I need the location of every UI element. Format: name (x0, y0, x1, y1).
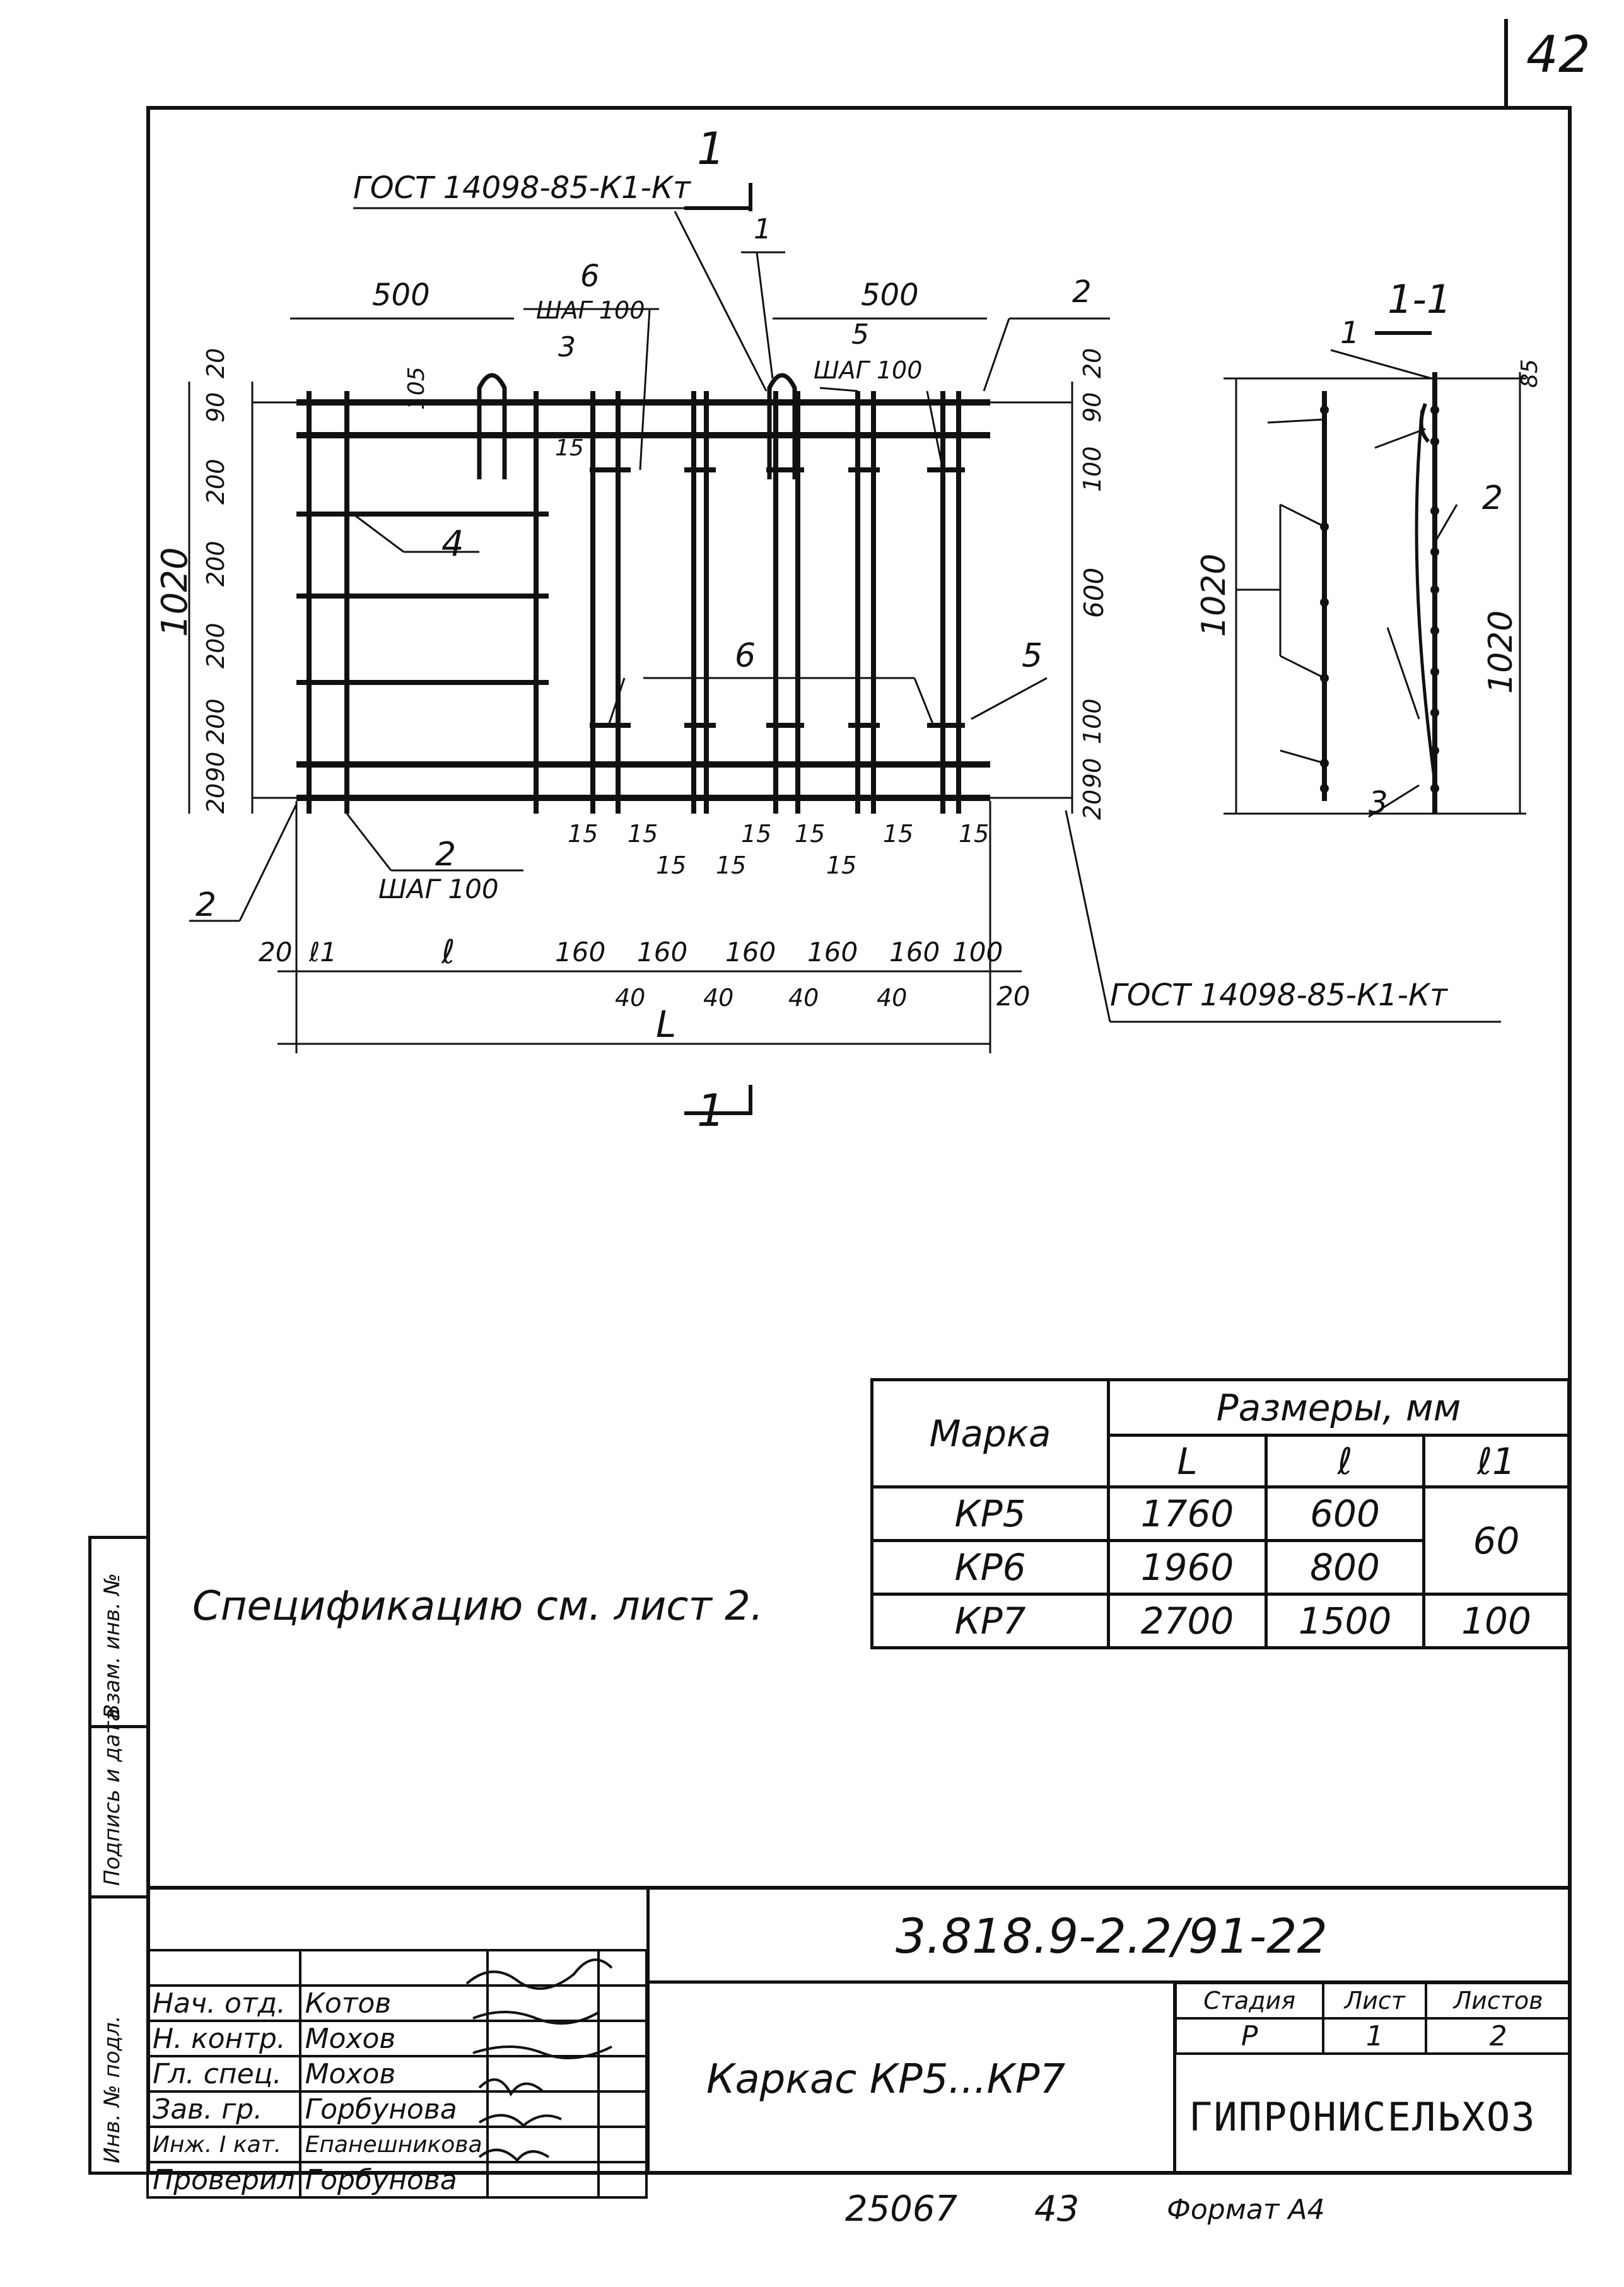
cell-l1: 100 (1424, 1594, 1569, 1648)
dim: 200 (202, 623, 230, 669)
dim: 40 (615, 984, 646, 1012)
side-stamp-divider (88, 1895, 146, 1898)
name: Котов (300, 1986, 488, 2021)
pos-mark: 5 (1022, 637, 1043, 675)
dim: 90 (1078, 392, 1106, 423)
dim: 100 (952, 937, 1003, 968)
dim: 160 (889, 937, 940, 968)
role: Инж. I кат. (148, 2127, 300, 2162)
pos-mark: 2 (1072, 274, 1092, 310)
cell-l: 800 (1266, 1541, 1424, 1594)
step-label: ШАГ 100 (814, 356, 923, 384)
dim: 160 (725, 937, 776, 968)
dim: 100 (1078, 446, 1106, 492)
section-mark-bottom: 1 (697, 1085, 725, 1137)
dim: 100 (1078, 698, 1106, 744)
role: Гл. спец. (148, 2056, 300, 2091)
role: Нач. отд. (148, 1986, 300, 2021)
dim: 20 (259, 937, 293, 968)
section-85: 85 (1517, 359, 1543, 388)
dim-overall: L (656, 1003, 677, 1046)
dim: 15 (656, 851, 687, 879)
dim: ℓ (441, 933, 455, 971)
cell-l1-merged: 60 (1424, 1487, 1569, 1594)
pos-mark: 3 (558, 331, 576, 363)
dim-top-left: 500 (372, 278, 430, 313)
sheets-value: 2 (1426, 2018, 1570, 2054)
dim: 20 (202, 348, 230, 378)
cell-mark: КР7 (872, 1594, 1109, 1648)
dim-105: 105 (404, 366, 429, 410)
col-sizes-header: Размеры, мм (1109, 1380, 1569, 1436)
dim-15: 15 (555, 435, 584, 461)
dim: 15 (883, 820, 914, 848)
sub-header-L: L (1109, 1436, 1266, 1487)
dim: 160 (807, 937, 858, 968)
table-row (872, 1594, 1569, 1648)
dim: ℓ1 (309, 937, 337, 968)
organization: ГИПРОНИСЕЛЬХОЗ (1189, 2094, 1536, 2140)
side-stamp-inv: Инв. № подл. (100, 2015, 125, 2163)
dim: 15 (795, 820, 826, 848)
section-mark-top: 1 (697, 123, 725, 175)
dim: 90 (1078, 757, 1106, 788)
dim: 20 (1078, 348, 1106, 378)
dim: 90 (202, 751, 230, 782)
section-pos-1: 1 (1340, 315, 1360, 351)
cell-L: 1760 (1109, 1487, 1266, 1541)
stage-table (1174, 1982, 1572, 2055)
dim: 20 (202, 783, 230, 814)
dim: 90 (202, 392, 230, 423)
right-dims (1078, 341, 1123, 820)
page-number: 42 (1526, 25, 1591, 84)
dim: 15 (826, 851, 857, 879)
dim: 40 (788, 984, 819, 1012)
dim: 15 (741, 820, 772, 848)
pos-mark: 4 (441, 523, 464, 564)
footer-copy: 43 (1034, 2189, 1080, 2230)
role: Зав. гр. (148, 2091, 300, 2127)
cell-l: 1500 (1266, 1594, 1424, 1648)
name: Мохов (300, 2056, 488, 2091)
name: Мохов (300, 2021, 488, 2056)
footer-format: Формат А4 (1167, 2194, 1325, 2226)
section-pos-mark: 2 (1482, 479, 1504, 517)
doc-code: 3.818.9-2.2/91-22 (896, 1908, 1328, 1964)
dim: 15 (959, 820, 990, 848)
left-total-dim: 1020 (155, 547, 196, 637)
side-stamp-replace: Взам. инв. № (100, 1573, 125, 1719)
name: Епанешникова (300, 2127, 488, 2162)
dim: 20 (996, 981, 1031, 1012)
gost-label-top: ГОСТ 14098-85-К1-Кт (353, 170, 691, 206)
dim: 40 (877, 984, 908, 1012)
dim-top-right: 500 (861, 278, 919, 313)
dim: 600 (1078, 567, 1109, 618)
role: Проверил (148, 2162, 300, 2197)
footer-number: 25067 (845, 2189, 958, 2230)
section-pos-mark: 3 (1369, 785, 1388, 821)
stage-header: Стадия (1176, 1983, 1323, 2018)
name: Горбунова (300, 2162, 488, 2197)
sub-header-l: ℓ (1266, 1436, 1424, 1487)
sizes-table (870, 1378, 1570, 1649)
stage-value: Р (1176, 2018, 1323, 2054)
pos-mark: 2 (196, 886, 217, 924)
table-row (872, 1487, 1569, 1541)
step-label: ШАГ 100 (536, 296, 645, 324)
pos-mark: 2 (435, 836, 457, 874)
cell-L: 2700 (1109, 1594, 1266, 1648)
section-left-total: 1020 (1195, 553, 1233, 637)
gost-label-bottom: ГОСТ 14098-85-К1-Кт (1110, 978, 1448, 1013)
section-view-title: 1-1 (1387, 276, 1452, 322)
dim: 200 (202, 541, 230, 587)
dim: 200 (202, 698, 230, 744)
dim: 15 (716, 851, 747, 879)
dim: 20 (1078, 789, 1106, 820)
cell-l: 600 (1266, 1487, 1424, 1541)
pos-mark: 6 (580, 259, 600, 294)
sub-header-l1: ℓ1 (1424, 1436, 1569, 1487)
dim: 160 (637, 937, 688, 968)
dim: 160 (555, 937, 606, 968)
cell-mark: КР5 (872, 1487, 1109, 1541)
signatures-scribbles (454, 1924, 643, 2176)
dim: 15 (568, 820, 599, 848)
bottom-small-dims (568, 820, 1009, 896)
sheets-header: Листов (1426, 1983, 1570, 2018)
sheet-header: Лист (1323, 1983, 1426, 2018)
col-mark-header: Марка (872, 1380, 1109, 1487)
cell-mark: КР6 (872, 1541, 1109, 1594)
section-right-total: 1020 (1482, 610, 1520, 694)
pos-mark: 1 (754, 213, 771, 245)
side-stamp-sign: Подпись и дата (100, 1708, 125, 1886)
left-dims (202, 341, 246, 820)
spec-note: Спецификацию см. лист 2. (192, 1583, 764, 1630)
name: Горбунова (300, 2091, 488, 2127)
drawing-title: Каркас КР5...КР7 (706, 2056, 1066, 2103)
pos-mark: 5 (851, 319, 869, 351)
step-label: ШАГ 100 (378, 874, 499, 904)
cell-L: 1960 (1109, 1541, 1266, 1594)
pos-mark: 6 (735, 637, 756, 675)
role: Н. контр. (148, 2021, 300, 2056)
dim: 40 (703, 984, 734, 1012)
sheet-value: 1 (1323, 2018, 1426, 2054)
dim: 15 (628, 820, 658, 848)
dim: 200 (202, 459, 230, 505)
